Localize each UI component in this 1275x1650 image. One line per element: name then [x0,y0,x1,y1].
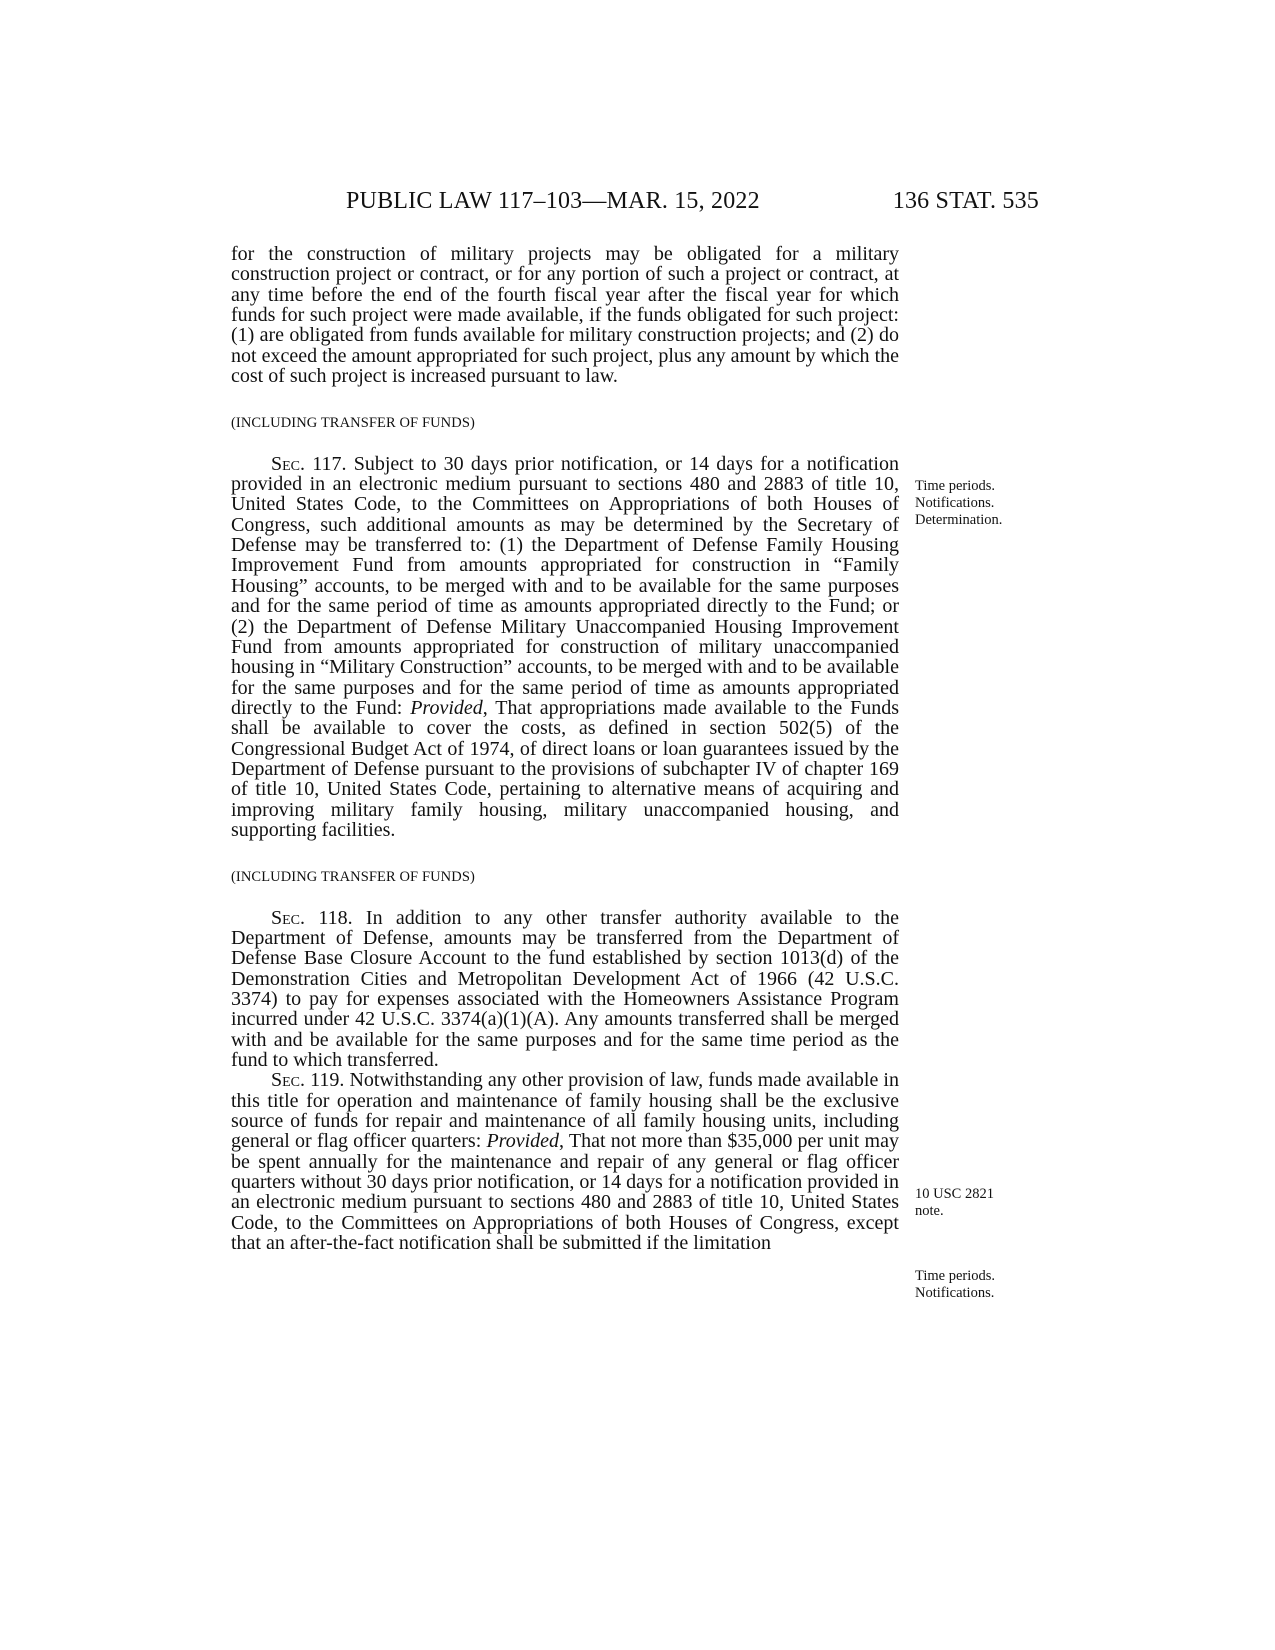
provided-term: Provided [410,696,483,719]
margin-note-line: Notifications. [915,1285,995,1301]
section-label: Sec. 118. [271,906,353,929]
section-text: , That not more than $35,000 per unit may be spent annually for the maintenance and repair of any general or flag officer quarters without 30 days prior notification, or 14 days for a notification provided in an electronic medium pursuant to sections 480 and 2883 of title 10, United States Code, to the Committees on Appropriations of both Houses of Congress, except that an after-the-fact notification shall be submitted if the limitation [231,1130,899,1255]
body-text [231,244,899,1253]
header-stat-page: 136 STAT. 535 [892,188,1039,214]
subheading-transfer-of-funds: (INCLUDING TRANSFER OF FUNDS) [231,869,475,886]
margin-note-line: Notifications. [915,495,995,511]
section-text: Notwithstanding any other provision of law, funds made available in this title for operation and maintenance of family housing shall be the exclusive source of funds for repair and maintenance of all family housing units, including general or flag officer quarters: [231,1069,899,1153]
margin-note-line: Time periods. [915,1268,996,1284]
section-text: In addition to any other transfer authority available to the Department of Defense, amounts may be transferred from the Department of Defense Base Closure Account to the fund established by section 1013(d) of the Demonstration Cities and Metropolitan Development Act of 1966 (42 U.S.C. 3374) to pay for expenses associated with the Homeowners Assistance Program incurred under 42 U.S.C. 3374(a)(1)(A). Any amounts transferred shall be merged with and be available for the same purposes and for the same time period as the fund to which transferred. [231,906,899,1072]
continued-paragraph: for the construction of military projects may be obligated for a military construction project or contract, or for any portion of such a project or contract, at any time before the end of the fourth fiscal year after the fiscal year for which funds for such project were made available, if the funds obligated for such project: (1) are obligated from funds available for military construction projects; and (2) do not exceed the amount appropriated for such project, plus any amount by which the cost of such project is increased pursuant to law. [231,243,899,388]
margin-note-line: 10 USC 2821 [915,1186,994,1202]
header-title: PUBLIC LAW 117–103—MAR. 15, 2022 [346,188,760,214]
section-119 [231,1070,899,1253]
margin-note-line: Determination. [915,512,1003,528]
margin-note-line: Time periods. [915,478,996,494]
section-118 [231,908,899,1071]
running-header [0,188,1275,222]
margin-note-line: note. [915,1203,944,1219]
margin-note-sec117 [915,478,1045,529]
margin-note-sec119-proviso [915,1268,1045,1302]
subheading-transfer-of-funds: (INCLUDING TRANSFER OF FUNDS) [231,415,475,432]
section-label: Sec. 119. [271,1069,345,1092]
provided-term: Provided [486,1130,560,1153]
section-label: Sec. 117. [271,452,347,475]
section-text: Subject to 30 days prior notification, or 14 days for a notification provided in an electronic medium pursuant to sections 480 and 2883 of title 10, United States Code, to the Committees on Appropriations of both Houses of Congress, such additional amounts as may be determined by the Secretary of Defense may be transferred to: (1) the Department of Defense Family Housing Improvement Fund from amounts appropriated for construction in “Family Housing” accounts, to be merged with and to be available for the same purposes and for the same period of time as amounts appropriated directly to the Fund; or (2) the Department of Defense Military Unaccompanied Housing Improvement Fund from amounts appropriated for construction of military unaccompanied housing in “Military Construction” accounts, to be merged with and to be available for the same purposes and for the same period of time as amounts appropriated directly to the Fund: [231,452,899,719]
section-text: , That appropriations made available to the Funds shall be available to cover the costs, as defined in section 502(5) of the Congressional Budget Act of 1974, of direct loans or loan guarantees issued by the Department of Defense pursuant to the provisions of subchapter IV of chapter 169 of title 10, United States Code, pertaining to alternative means of acquiring and improving military family housing, military unaccompanied housing, and supporting facilities. [231,696,899,841]
section-117 [231,454,899,841]
margin-note-sec119-citation [915,1186,1045,1220]
